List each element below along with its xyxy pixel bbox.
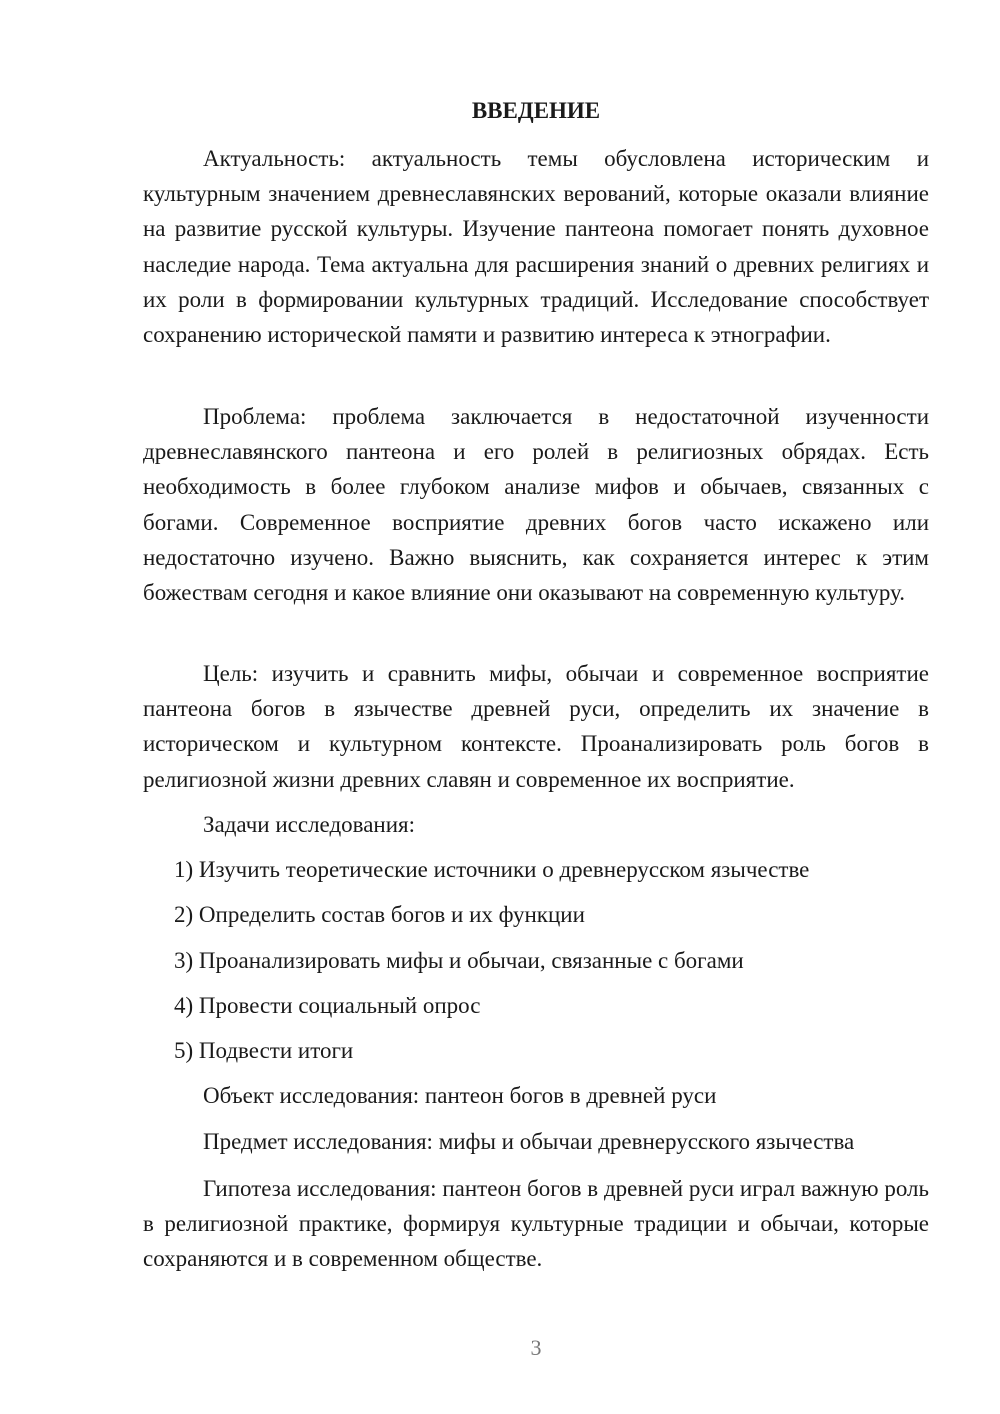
tasks-heading: Задачи исследования:: [203, 812, 416, 837]
task-item: 5) Подвести итоги: [174, 1038, 354, 1063]
hypothesis-paragraph: Гипотеза исследования: пантеон богов в древней руси играл важную роль в религиозной практике, формируя культурные традиции и обычаи, которые сохраняются и в современном обществе.: [143, 1176, 929, 1272]
page-number: 3: [530, 1335, 542, 1360]
task-item: 1) Изучить теоретические источники о древнерусском язычестве: [174, 857, 810, 882]
task-item: 3) Проанализировать мифы и обычаи, связанные с богами: [174, 948, 744, 973]
goal-paragraph: Цель: изучить и сравнить мифы, обычаи и современное восприятие пантеона богов в язычестве древней руси, определить их значение в историческом и культурном контексте. Проанализировать роль богов в религиозной жизни древних славян и современное их восприятие.: [143, 661, 929, 792]
page-title: ВВЕДЕНИЕ: [471, 98, 601, 123]
problem-paragraph: Проблема: проблема заключается в недостаточной изученности древнеславянского пантеона и его ролей в религиозных обрядах. Есть необходимость в более глубоком анализе мифов и обычаев, связанных с богами. Современное восприятие древних богов часто искажено или недостаточно изучено. Важно выяснить, как сохраняется интерес к этим божествам сегодня и какое влияние они оказывают на современную культуру.: [143, 404, 929, 606]
task-item: 2) Определить состав богов и их функции: [174, 902, 585, 927]
relevance-paragraph: Актуальность: актуальность темы обусловлена историческим и культурным значением древнеславянских верований, которые оказали влияние на развитие русской культуры. Изучение пантеона помогает понять духовное наследие народа. Тема актуальна для расширения знаний о древних религиях и их роли в формировании культурных традиций. Исследование способствует сохранению исторической памяти и развитию интереса к этнографии.: [143, 146, 929, 348]
task-item: 4) Провести социальный опрос: [174, 993, 481, 1018]
research-subject: Предмет исследования: мифы и обычаи древнерусского язычества: [203, 1129, 855, 1154]
research-object: Объект исследования: пантеон богов в древней руси: [203, 1083, 717, 1108]
